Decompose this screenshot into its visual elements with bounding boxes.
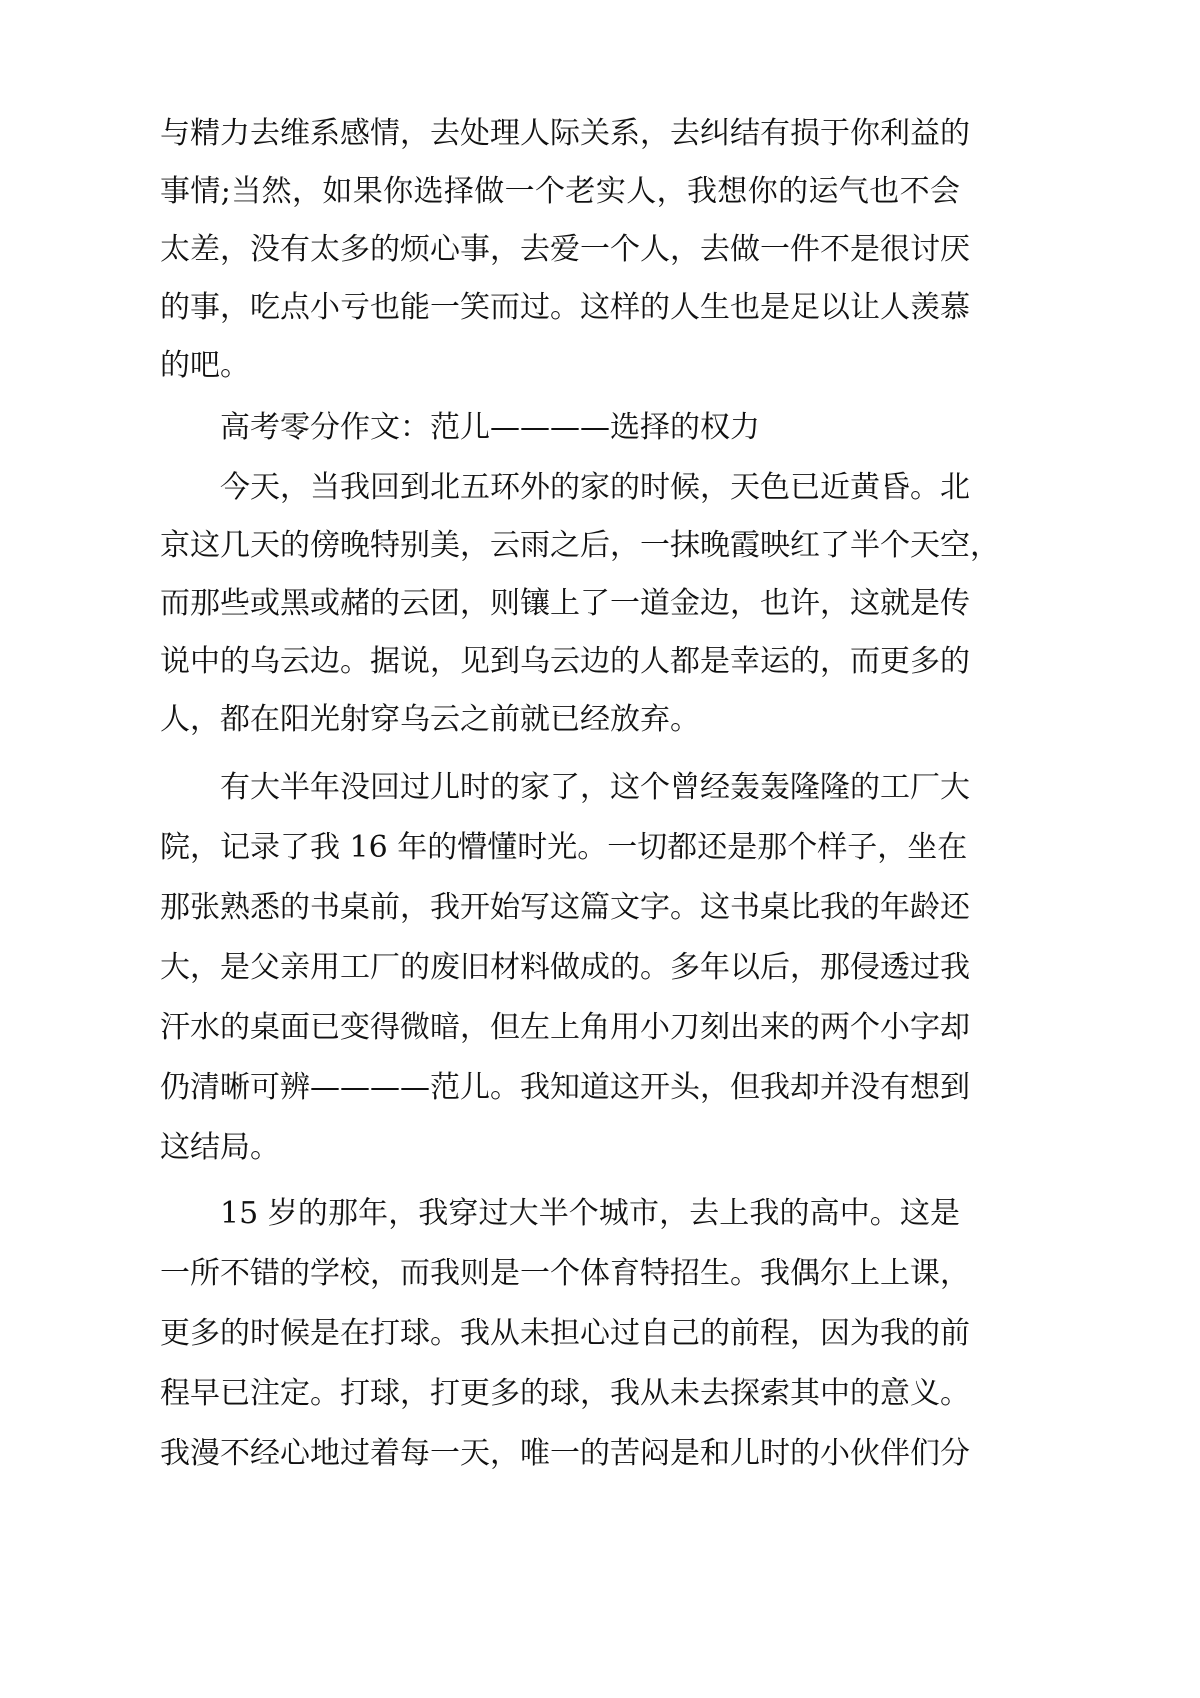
paragraph-line: 15 岁的那年，我穿过大半个城市，去上我的高中。这是 [220, 1196, 960, 1231]
paragraph-line: 汗水的桌面已变得微暗，但左上角用小刀刻出来的两个小字却 [160, 1010, 970, 1045]
paragraph-line: 大，是父亲用工厂的废旧材料做成的。多年以后，那侵透过我 [160, 950, 970, 985]
paragraph-line: 事情;当然，如果你选择做一个老实人，我想你的运气也不会 [160, 174, 960, 209]
paragraph-line: 与精力去维系感情，去处理人际关系，去纠结有损于你利益的 [160, 116, 970, 151]
paragraph-line: 有大半年没回过儿时的家了，这个曾经轰轰隆隆的工厂大 [220, 770, 970, 805]
paragraph-line: 的吧。 [160, 348, 250, 383]
paragraph-line: 说中的乌云边。据说，见到乌云边的人都是幸运的，而更多的 [160, 644, 970, 679]
paragraph-line: 今天，当我回到北五环外的家的时候，天色已近黄昏。北 [220, 470, 970, 505]
paragraph-line: 院，记录了我 16 年的懵懂时光。一切都还是那个样子，坐在 [160, 830, 968, 865]
paragraph-line: 我漫不经心地过着每一天，唯一的苦闷是和儿时的小伙伴们分 [160, 1436, 970, 1471]
paragraph-line: 仍清晰可辨————范儿。我知道这开头，但我却并没有想到 [160, 1070, 970, 1105]
paragraph-line: 一所不错的学校，而我则是一个体育特招生。我偶尔上上课， [160, 1256, 970, 1291]
paragraph-line: 的事，吃点小亏也能一笑而过。这样的人生也是足以让人羡慕 [160, 290, 970, 325]
paragraph-line: 这结局。 [160, 1130, 280, 1165]
essay-title-text: 高考零分作文：范儿————选择的权力 [220, 410, 760, 445]
paragraph-line: 太差，没有太多的烦心事，去爱一个人，去做一件不是很讨厌 [160, 232, 970, 267]
paragraph-line: 而那些或黑或赭的云团，则镶上了一道金边，也许，这就是传 [160, 586, 970, 621]
paragraph-line: 更多的时候是在打球。我从未担心过自己的前程，因为我的前 [160, 1316, 970, 1351]
paragraph-line: 那张熟悉的书桌前，我开始写这篇文字。这书桌比我的年龄还 [160, 890, 970, 925]
paragraph-line: 人，都在阳光射穿乌云之前就已经放弃。 [160, 702, 700, 737]
paragraph-line: 程早已注定。打球，打更多的球，我从未去探索其中的意义。 [160, 1376, 970, 1411]
paragraph-line: 京这几天的傍晚特别美，云雨之后，一抹晚霞映红了半个天空， [160, 528, 1000, 563]
